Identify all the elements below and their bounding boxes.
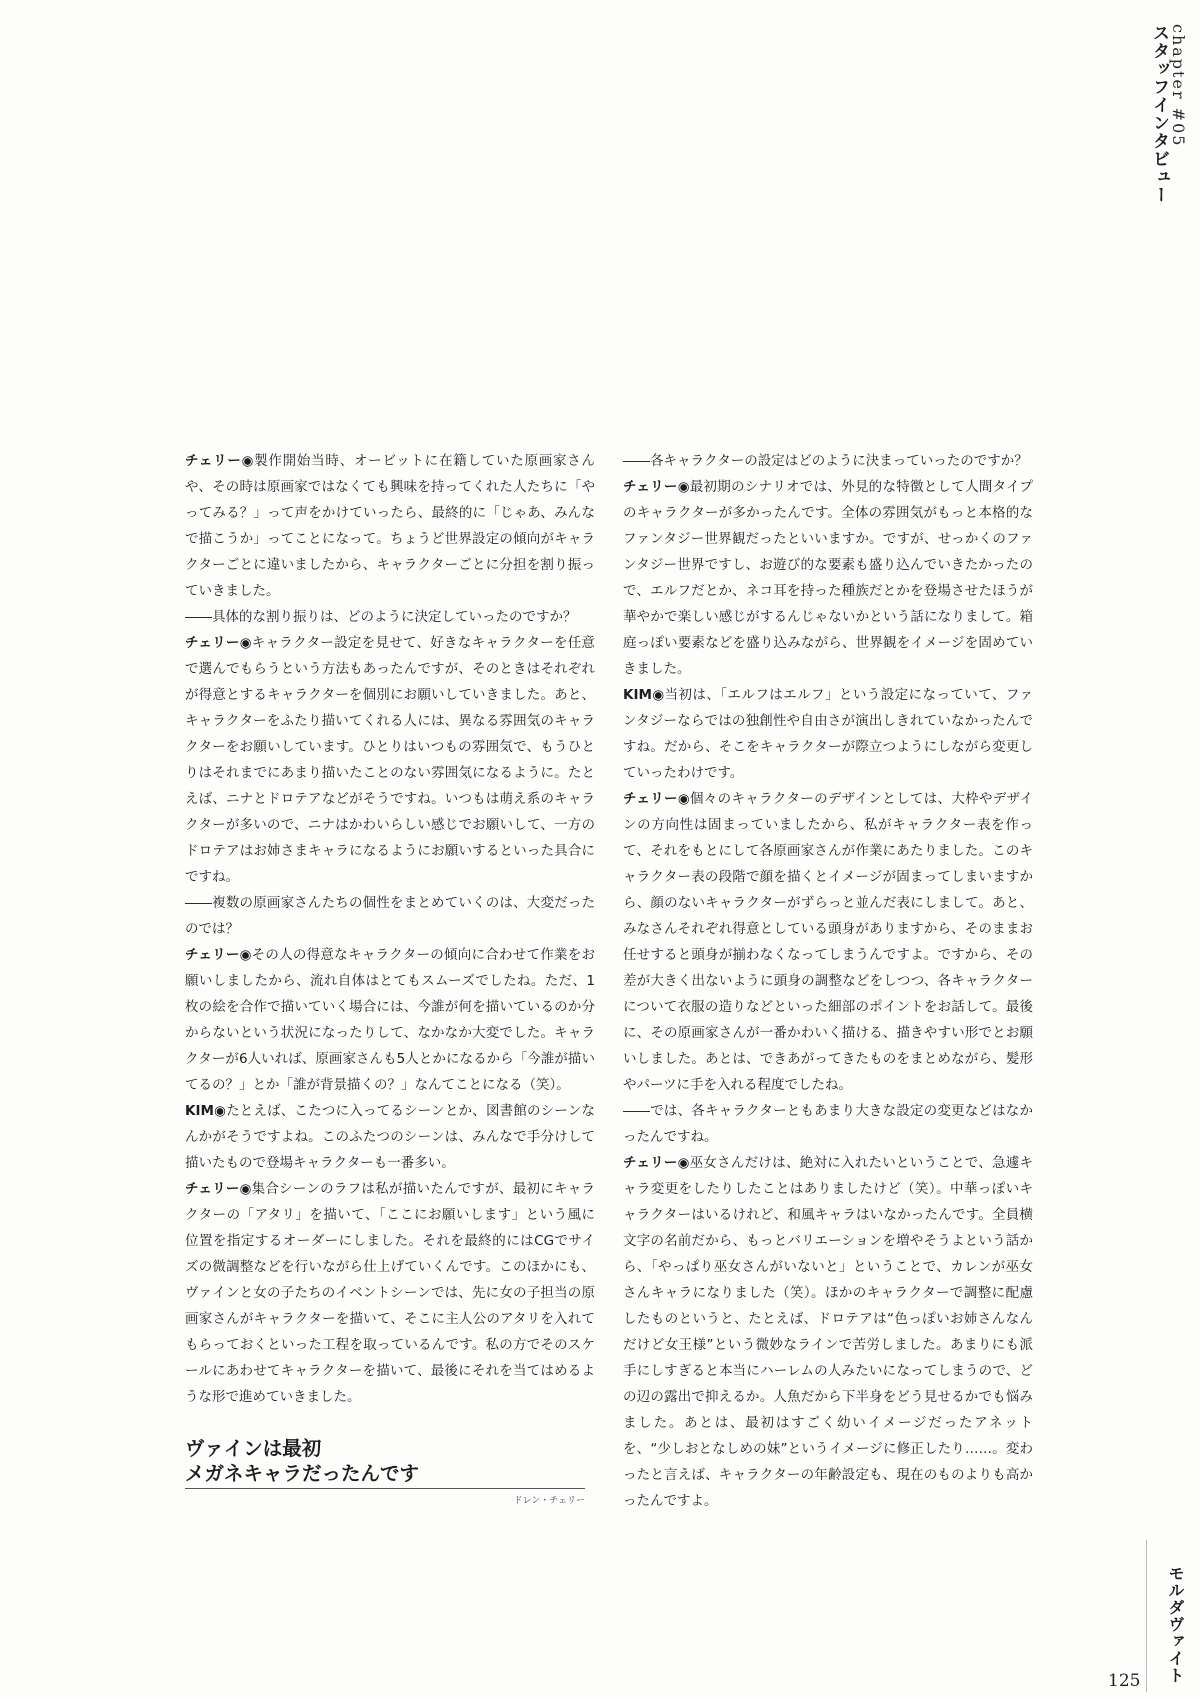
interview-paragraph	[185, 448, 595, 604]
headline-credit: ドレン・チェリー	[513, 1496, 585, 1506]
brand-title: モルダヴァイト	[1166, 1565, 1185, 1684]
speaker-label: チェリー◉	[623, 479, 690, 495]
interview-paragraph	[185, 630, 595, 890]
speaker-label: KIM◉	[185, 1103, 227, 1119]
paragraph-text: キャラクター設定を見せて、好きなキャラクターを任意で選んでもらうという方法もあったんですが、そのときはそれぞれが得意とするキャラクターを個別にお願いしていきました。あと、キャラクターをふたり描いてくれる人には、異なる雰囲気のキャラクターをお願いしています。ひとりはいつもの雰囲気で、もうひとりはそれまでにあまり描いたことのない雰囲気になるように。たとえば、ニナとドロテアなどがそうですね。いつもは萌え系のキャラクターが多いので、ニナはかわいらしい感じでお願いして、一方のドロテアはお姉さまキャラになるようにお願いするといった具合にですね。	[185, 635, 595, 885]
interview-paragraph	[623, 474, 1033, 682]
interview-paragraph	[623, 682, 1033, 786]
interview-paragraph	[623, 1098, 1033, 1150]
interview-paragraph	[623, 786, 1033, 1098]
speaker-label: チェリー◉	[185, 947, 252, 963]
speaker-label: チェリー◉	[185, 453, 255, 469]
chapter-title: スタッフインタビュー	[1149, 24, 1169, 204]
speaker-label: KIM◉	[623, 687, 665, 703]
paragraph-text: ――各キャラクターの設定はどのように決まっていったのですか？	[623, 453, 1028, 469]
paragraph-text: たとえば、こたつに入ってるシーンとか、図書館のシーンなんかがそうですよね。このふたつのシーンは、みんなで手分けして描いたもので登場キャラクターも一番多い。	[185, 1103, 596, 1171]
headline-rule	[185, 1488, 585, 1489]
speaker-label: チェリー◉	[185, 1181, 252, 1197]
chapter-label: chapter #05	[1169, 24, 1188, 148]
speaker-label: チェリー◉	[623, 1155, 690, 1171]
right-text-column	[623, 448, 1033, 1514]
headline-line-1: ヴァインは最初	[185, 1437, 322, 1460]
speaker-label: チェリー◉	[623, 791, 690, 807]
interview-paragraph	[185, 604, 595, 630]
paragraph-text: 集合シーンのラフは私が描いたんですが、最初にキャラクターの「アタリ」を描いて、「ここにお願いします」という風に位置を指定するオーダーにしました。それを最終的にはCGでサイズの微調整などを行いながら仕上げていくんです。このほかにも、ヴァインと女の子たちのイベントシーンでは、先に女の子担当の原画家さんがキャラクターを描いて、そこに主人公のアタリを入れてもらっておくといった工程を取っているんです。私の方でそのスケールにあわせてキャラクターを描いて、最後にそれを当てはめるような形で進めていきました。	[185, 1181, 596, 1405]
paragraph-text: ――複数の原画家さんたちの個性をまとめていくのは、大変だったのでは？	[185, 895, 595, 937]
interview-paragraph	[623, 448, 1033, 474]
speaker-label: チェリー◉	[185, 635, 252, 651]
paragraph-text: 当初は、「エルフはエルフ」という設定になっていて、ファンタジーならではの独創性や自由さが演出しきれていなかったんですね。だから、そこをキャラクターが際立つようにしながら変更していったわけです。	[623, 687, 1033, 781]
interview-paragraph	[185, 890, 595, 942]
margin-divider	[1146, 1540, 1147, 1692]
headline-line-2: メガネキャラだったんです	[185, 1462, 420, 1485]
interview-paragraph	[185, 1098, 595, 1176]
pull-headline	[185, 1436, 585, 1486]
paragraph-text: 巫女さんだけは、絶対に入れたいということで、急遽キャラ変更をしたりしたことはありましたけど（笑）。中華っぽいキャラクターはいるけれど、和風キャラはいなかったんです。全員横文字の名前だから、もっとバリエーションを増やそうよという話から、「やっぱり巫女さんがいないと」ということで、カレンが巫女さんキャラになりました（笑）。ほかのキャラクターで調整に配慮したものというと、たとえば、ドロテアは“色っぽいお姉さんなんだけど女王様”という微妙なラインで苦労しました。あまりにも派手にしすぎると本当にハーレムの人みたいになってしまうので、どの辺の露出で抑えるか。人魚だから下半身をどう見せるかでも悩みました。あとは、最初はすごく幼いイメージだったアネットを、“少しおとなしめの妹”というイメージに修正したり……。変わったと言えば、キャラクターの年齢設定も、現在のものよりも高かったんですよ。	[623, 1155, 1034, 1509]
paragraph-text: 最初期のシナリオでは、外見的な特徴として人間タイプのキャラクターが多かったんです。全体の雰囲気がもっと本格的なファンタジー世界観だったといいますか。ですが、せっかくのファンタジー世界ですし、お遊び的な要素も盛り込んでいきたかったので、エルフだとか、ネコ耳を持った種族だとかを登場させたほうが華やかで楽しい感じがするんじゃないかという話になりまして。箱庭っぽい要素などを盛り込みながら、世界観をイメージを固めていきました。	[623, 479, 1033, 677]
interview-paragraph	[623, 1150, 1033, 1514]
paragraph-text: 製作開始当時、オービットに在籍していた原画家さんや、その時は原画家ではなくても興味を持ってくれた人たちに「やってみる？」って声をかけていったら、最終的に「じゃあ、みんなで描こうか」ってことになって。ちょうど世界設定の傾向がキャラクターごとに違いましたから、キャラクターごとに分担を割り振っていきました。	[185, 453, 595, 599]
paragraph-text: 個々のキャラクターのデザインとしては、大枠やデザインの方向性は固まっていましたから、私がキャラクター表を作って、それをもとにして各原画家さんが作業にあたりました。このキャラクター表の段階で顔を描くとイメージが固まってしまいますから、顔のないキャラクターがずらっと並んだ表にしまして。あと、みなさんそれぞれ得意としている頭身がありますから、そのままお任せすると頭身が揃わなくなってしまうんですよ。ですから、その差が大きく出ないように頭身の調整などをしつつ、各キャラクターについて衣服の造りなどといった細部のポイントをお話して。最後に、その原画家さんが一番かわいく描ける、描きやすい形でとお願いしました。あとは、できあがってきたものをまとめながら、髪形やパーツに手を入れる程度でしたね。	[623, 791, 1034, 1093]
paragraph-text: ――具体的な割り振りは、どのように決定していったのですか？	[185, 609, 577, 625]
paragraph-text: ――では、各キャラクターともあまり大きな設定の変更などはなかったんですね。	[623, 1103, 1033, 1145]
left-text-column	[185, 448, 595, 1410]
interview-paragraph	[185, 1176, 595, 1410]
paragraph-text: その人の得意なキャラクターの傾向に合わせて作業をお願いしましたから、流れ自体はとてもスムーズでしたね。ただ、1枚の絵を合作で描いていく場合には、今誰が何を描いているのか分からないという状況になったりして、なかなか大変でした。キャラクターが6人いれば、原画家さんも5人とかになるから「今誰が描いてるの？」とか「誰が背景描くの？」なんてことになる（笑）。	[185, 947, 596, 1093]
interview-paragraph	[185, 942, 595, 1098]
page-number: 125	[1108, 1671, 1141, 1691]
